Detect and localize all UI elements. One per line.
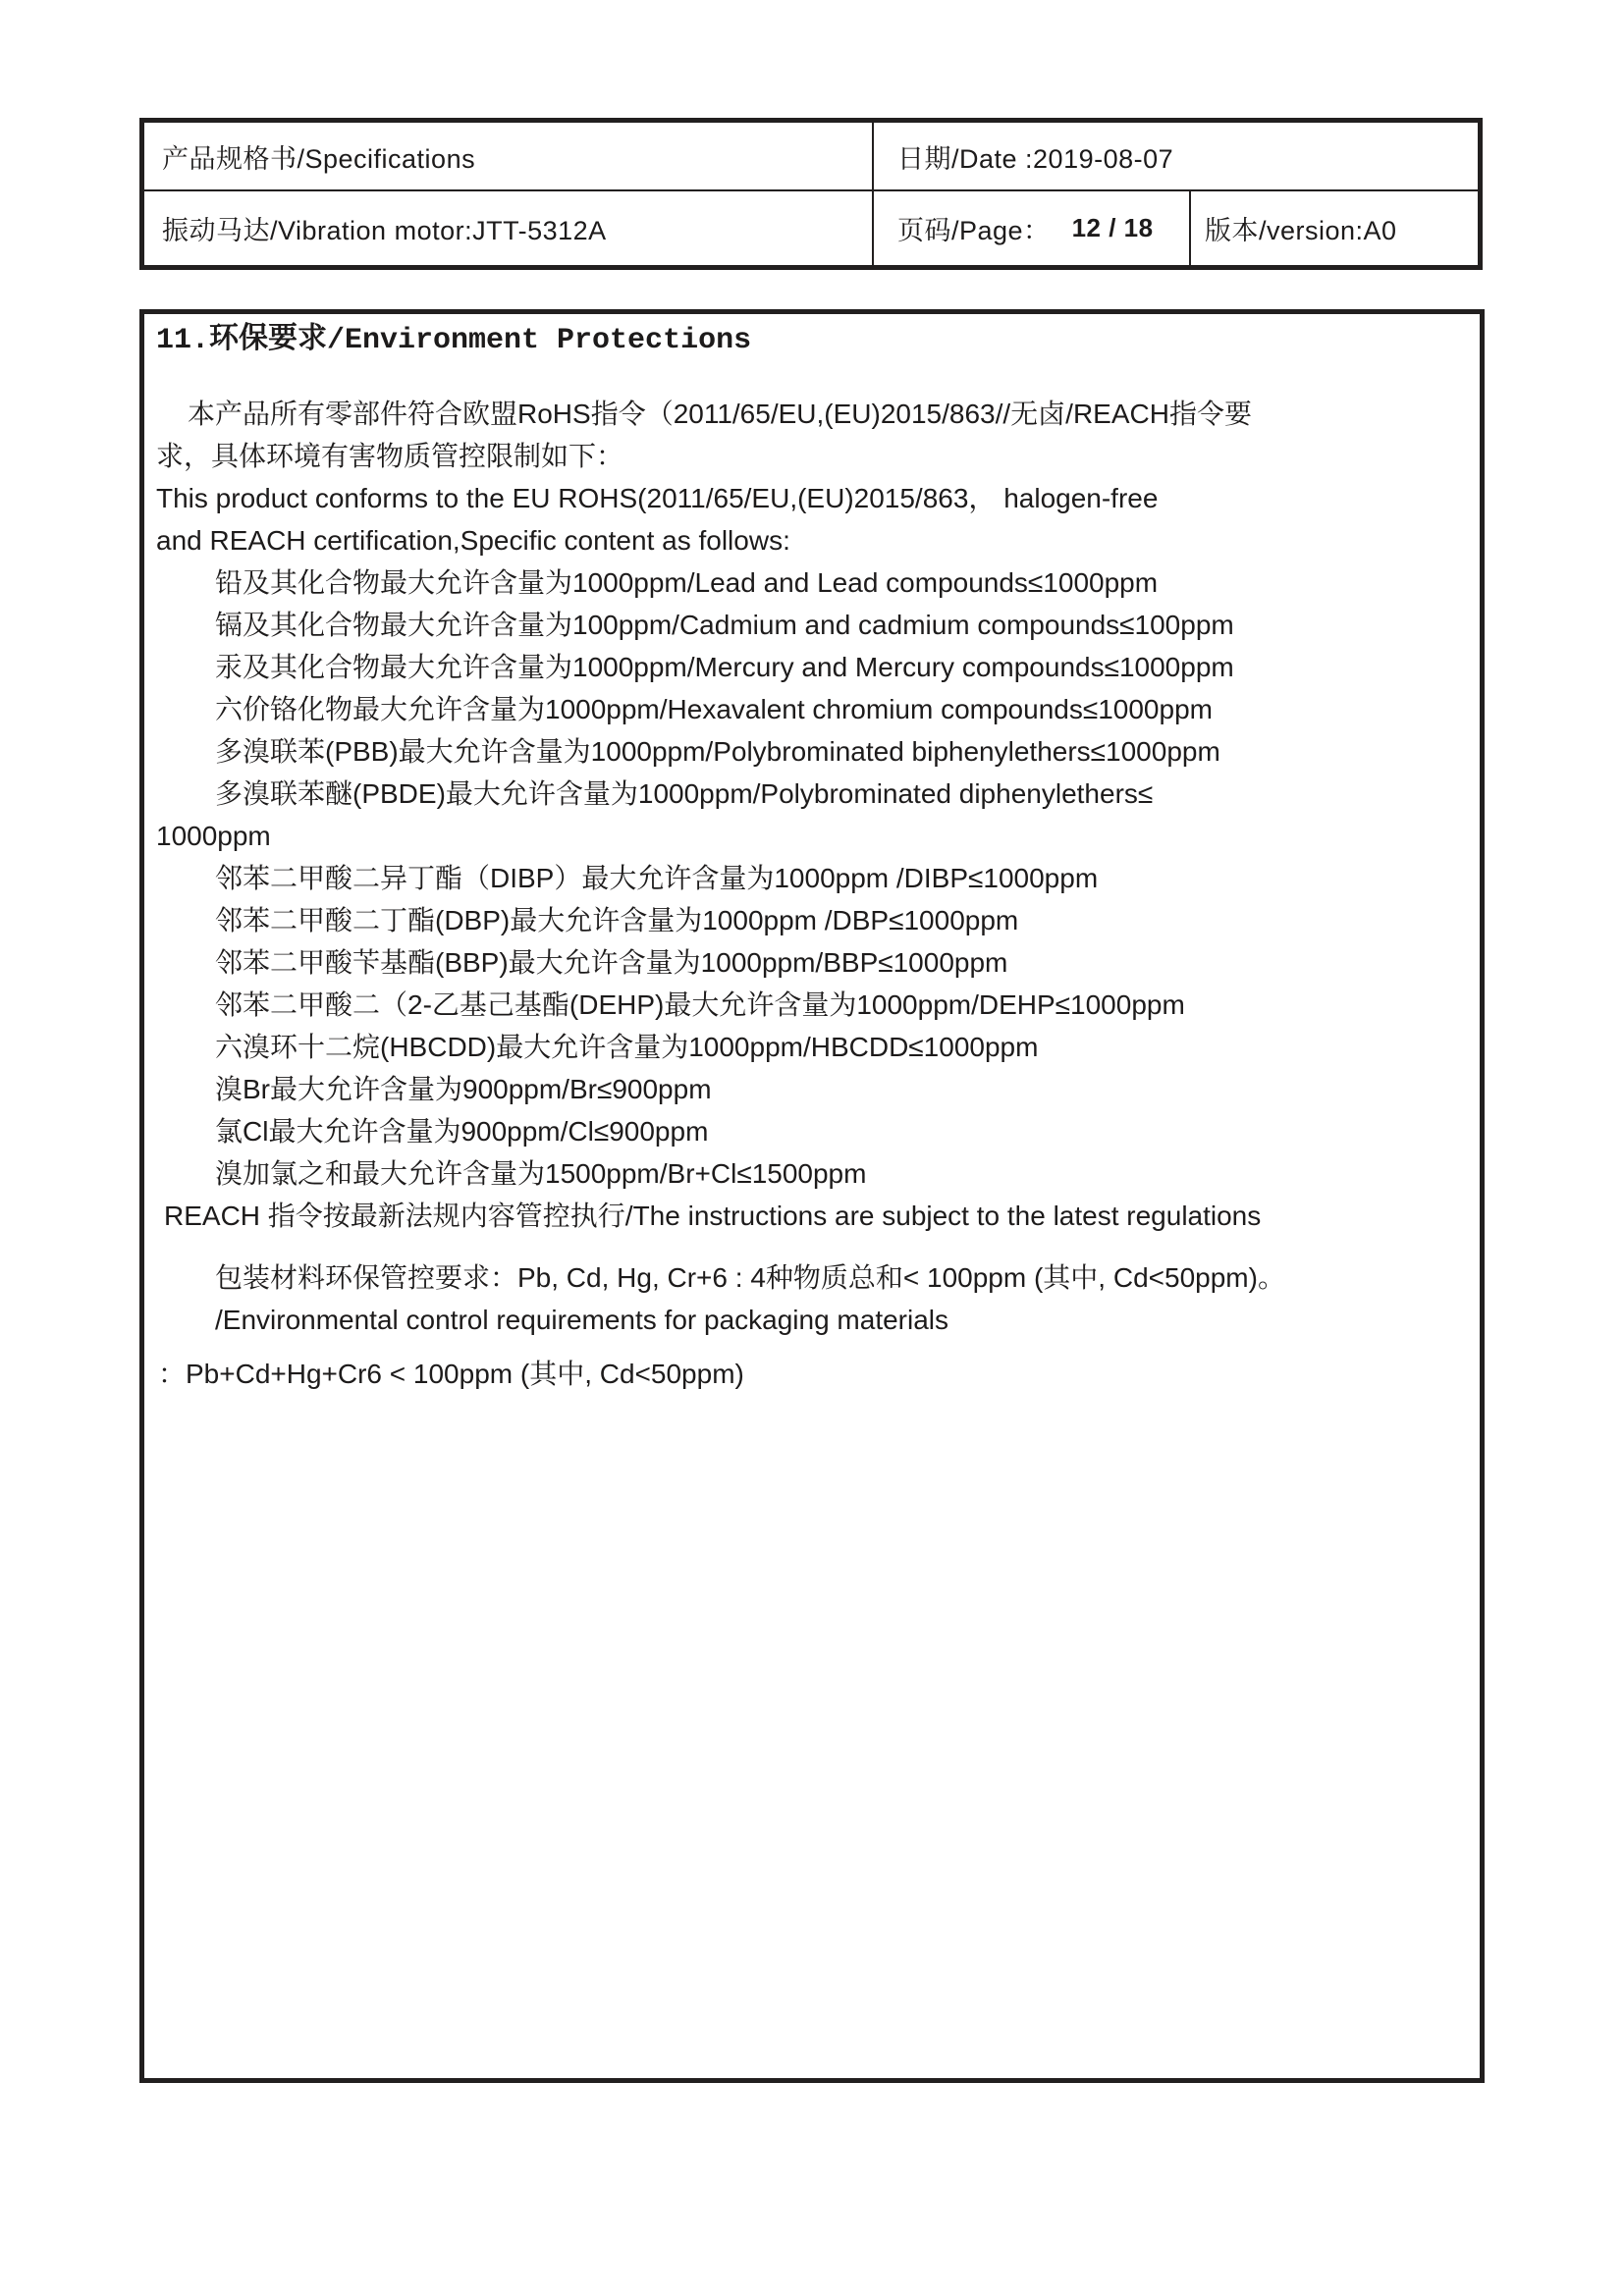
limit-pbde-continuation: 1000ppm <box>156 821 271 851</box>
header-date-cell <box>874 123 1478 189</box>
header-page-cell <box>874 191 1191 265</box>
limit-bbp: 邻苯二甲酸苄基酯(BBP)最大允许含量为1000ppm/BBP≤1000ppm <box>215 947 1008 978</box>
limit-bromine-plus-chlorine: 溴加氯之和最大允许含量为1500ppm/Br+Cl≤1500ppm <box>215 1158 867 1189</box>
header-table <box>139 118 1483 270</box>
header-row-2 <box>144 191 1478 265</box>
environment-protections-section <box>139 309 1485 2083</box>
product-spec-label: 产品规格书/Specifications <box>162 143 476 174</box>
limit-pbde: 多溴联苯醚(PBDE)最大允许含量为1000ppm/Polybrominated diphenylethers≤ <box>215 778 1154 809</box>
limit-dibp: 邻苯二甲酸二异丁酯（DIBP）最大允许含量为1000ppm /DIBP≤1000ppm <box>215 863 1099 893</box>
limit-hbcdd: 六溴环十二烷(HBCDD)最大允许含量为1000ppm/HBCDD≤1000ppm <box>215 1032 1039 1062</box>
limit-cadmium: 镉及其化合物最大允许含量为100ppm/Cadmium and cadmium compounds≤100ppm <box>215 610 1234 640</box>
intro-en-line-1: This product conforms to the EU ROHS(2011/65/EU,(EU)2015/863， halogen-free <box>156 483 1159 513</box>
header-product-cell <box>144 123 874 189</box>
header-row-1 <box>144 123 1478 191</box>
limit-dbp: 邻苯二甲酸二丁酯(DBP)最大允许含量为1000ppm /DBP≤1000ppm <box>215 905 1019 935</box>
motor-model-label: 振动马达/Vibration motor:JTT-5312A <box>162 216 607 245</box>
packaging-total-limit: ：Pb+Cd+Hg+Cr6 < 100ppm (其中, Cd<50ppm) <box>158 1359 744 1389</box>
version-label: 版本/version:A0 <box>1205 216 1397 245</box>
limit-lead: 铅及其化合物最大允许含量为1000ppm/Lead and Lead compounds≤1000ppm <box>215 567 1159 598</box>
limit-mercury: 汞及其化合物最大允许含量为1000ppm/Mercury and Mercury compounds≤1000ppm <box>215 652 1234 682</box>
limit-pbb: 多溴联苯(PBB)最大允许含量为1000ppm/Polybrominated biphenylethers≤1000ppm <box>215 736 1220 767</box>
reach-note: REACH 指令按最新法规内容管控执行/The instructions are subject to the latest regulations <box>164 1201 1262 1231</box>
header-version-cell <box>1191 191 1478 265</box>
page-label: 页码/Page： <box>897 216 1051 245</box>
packaging-requirement-cn: 包装材料环保管控要求：Pb, Cd, Hg, Cr+6 : 4种物质总和< 100ppm (其中, Cd<50ppm)。 <box>215 1262 1285 1293</box>
limit-bromine: 溴Br最大允许含量为900ppm/Br≤900ppm <box>215 1074 712 1104</box>
header-motor-cell <box>144 191 874 265</box>
intro-en-line-2: and REACH certification,Specific content as follows: <box>156 525 790 556</box>
limit-dehp: 邻苯二甲酸二（2-乙基己基酯(DEHP)最大允许含量为1000ppm/DEHP≤1000ppm <box>215 989 1185 1020</box>
page-number: 12 / 18 <box>1071 213 1154 242</box>
section-title: 11.环保要求/Environment Protections <box>156 324 752 357</box>
intro-cn-line-2: 求，具体环境有害物质管控限制如下： <box>156 441 624 471</box>
date-label: 日期/Date :2019-08-07 <box>897 143 1174 174</box>
limit-hexavalent-chromium: 六价铬化物最大允许含量为1000ppm/Hexavalent chromium compounds≤1000ppm <box>215 694 1213 724</box>
limit-chlorine: 氯Cl最大允许含量为900ppm/Cl≤900ppm <box>215 1116 709 1147</box>
packaging-requirement-en: /Environmental control requirements for packaging materials <box>215 1305 949 1335</box>
intro-cn-line-1: 本产品所有零部件符合欧盟RoHS指令（2011/65/EU,(EU)2015/863//无卤/REACH指令要 <box>188 399 1252 429</box>
